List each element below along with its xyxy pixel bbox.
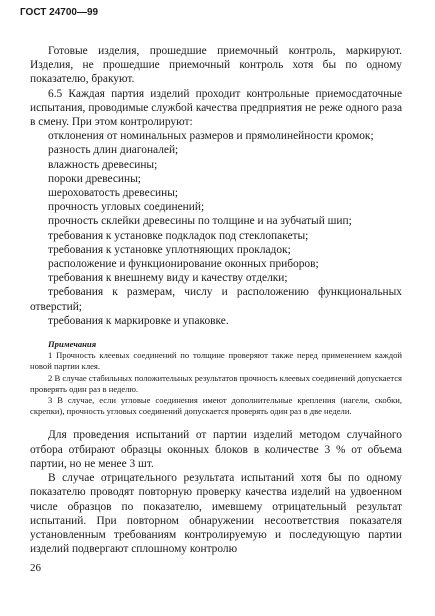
list-item: требования к внешнему виду и качеству отделки; bbox=[48, 272, 288, 285]
note-item: 2 В случае стабильных положительных результатов прочность клеевых соединений допускается проверять один раз в неделю. bbox=[30, 372, 402, 394]
paragraph-marking: Готовые изделия, прошедшие приемочный контроль, маркируют. Изделия, не прошедшие приемочный контроль хотя бы по одному показателю, бракуют. bbox=[30, 45, 402, 86]
note-item: 3 В случае, если угловые соединения имеют дополнительные крепления (нагели, скобки, скрепки), прочность угловых соединений допускается проверять один раз в две недели. bbox=[30, 395, 402, 417]
list-item: требования к установке уплотняющих прокладок; bbox=[48, 243, 291, 256]
notes-title: Примечания bbox=[48, 339, 97, 350]
paragraph-retest: В случае отрицательного результата испытаний хотя бы по одному показателю проводят повторную проверку качества изделий на удвоенном числе образцов по показателю, имевшему отрицательный результат испытаний. При повторном обнаружении несоответствия показателя установленным требованиям контролируемую и последующую партии изделий подвергают сплошному контролю bbox=[30, 472, 402, 556]
list-item: требования к маркировке и упаковке. bbox=[48, 314, 229, 327]
list-item: влажность древесины; bbox=[48, 158, 158, 171]
page-number: 26 bbox=[30, 562, 41, 574]
notes-block bbox=[30, 339, 402, 417]
paragraph-sampling: Для проведения испытаний от партии изделий методом случайного отбора отбирают образцы оконных блоков в количестве 3 % от объема партии, но не менее 3 шт. bbox=[30, 429, 402, 470]
list-item: требования к размерам, числу и расположению функциональных отверстий; bbox=[30, 286, 402, 313]
list-item: разность длин диагоналей; bbox=[48, 144, 179, 157]
page-header: ГОСТ 24700—99 bbox=[20, 7, 99, 18]
list-item: прочность угловых соединений; bbox=[48, 201, 205, 214]
note-item: 1 Прочность клеевых соединений по толщине проверяют также перед применением каждой новой партии клея. bbox=[30, 350, 402, 372]
control-list bbox=[30, 129, 402, 328]
list-item: требования к установке подкладок под стеклопакеты; bbox=[48, 229, 309, 242]
list-item: отклонения от номинальных размеров и прямолинейности кромок; bbox=[48, 130, 374, 143]
list-item: пороки древесины; bbox=[48, 172, 141, 185]
list-item: расположение и функционирование оконных приборов; bbox=[48, 258, 319, 271]
list-item: шероховатость древесины; bbox=[48, 187, 179, 200]
document-body bbox=[30, 44, 402, 556]
paragraph-6-5: 6.5 Каждая партия изделий проходит контрольные приемосдаточные испытания, проводимые службой качества предприятия не реже одного раза в смену. При этом контролируют: bbox=[30, 87, 402, 129]
list-item: прочность склейки древесины по толщине и на зубчатый шип; bbox=[48, 215, 352, 228]
bottom-text bbox=[30, 428, 402, 556]
